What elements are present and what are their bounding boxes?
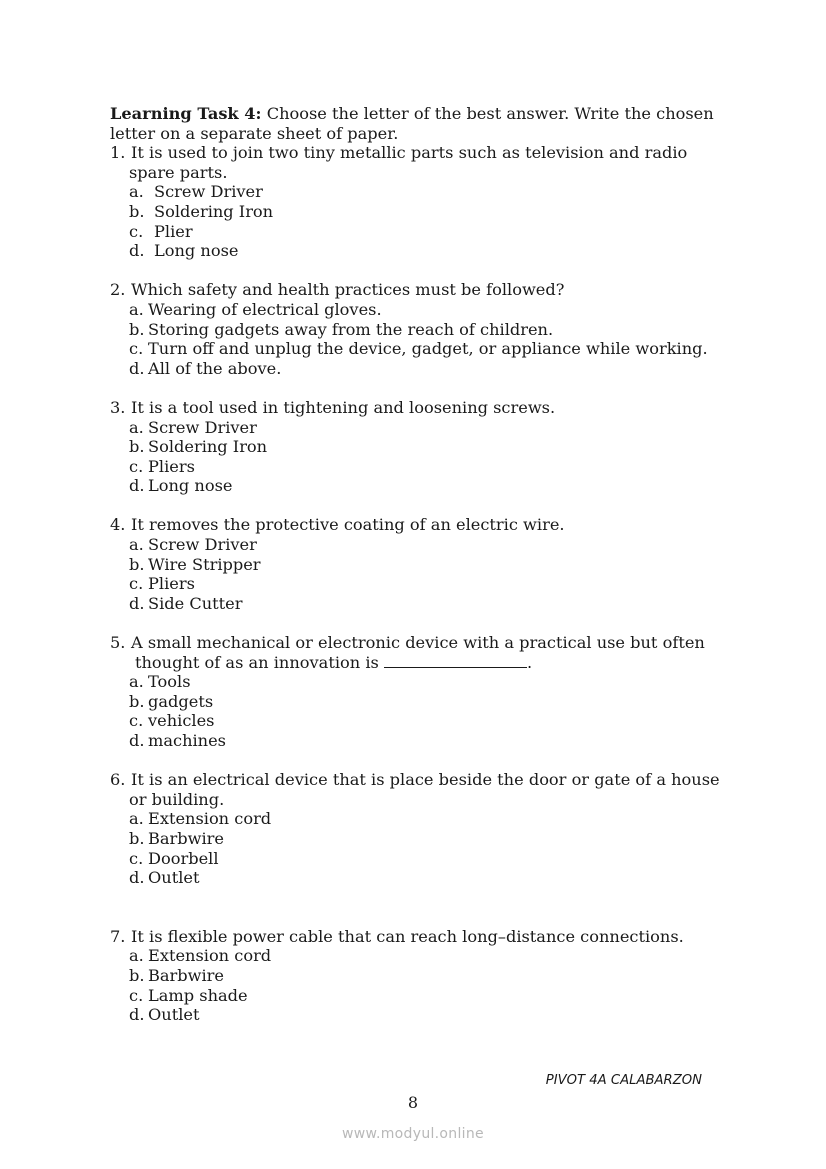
- task-instructions: [110, 104, 730, 143]
- answer-option-c: [110, 222, 730, 242]
- option-text: machines: [148, 731, 226, 750]
- answer-option-c: [110, 711, 730, 731]
- option-letter: b.: [129, 691, 145, 711]
- option-letter: a.: [129, 182, 144, 202]
- answer-option-a: [110, 946, 730, 966]
- answer-option-b: [110, 555, 730, 575]
- answer-options: [110, 300, 730, 378]
- option-letter: a.: [129, 299, 144, 319]
- option-letter: b.: [129, 828, 145, 848]
- option-letter: d.: [129, 241, 145, 261]
- option-letter: d.: [129, 358, 145, 378]
- option-text: Soldering Iron: [148, 437, 268, 457]
- question-text: Which safety and health practices must be followed?: [131, 280, 565, 300]
- task-instructions-line2: letter on a separate sheet of paper.: [110, 123, 399, 143]
- option-letter: a.: [129, 535, 144, 555]
- answer-option-b: [110, 829, 730, 849]
- option-letter: c.: [129, 711, 144, 731]
- answer-option-d: [110, 1005, 730, 1025]
- option-text: Pliers: [148, 456, 195, 476]
- question-text: It is flexible power cable that can reach long–distance connections.: [131, 926, 684, 946]
- option-letter: d.: [129, 868, 145, 888]
- option-text: Long nose: [154, 241, 239, 261]
- question-text-line2: thought of as an innovation is: [135, 652, 384, 672]
- option-text: Tools: [148, 672, 191, 692]
- question-text: It removes the protective coating of an electric wire.: [131, 515, 565, 535]
- answer-option-d: [110, 241, 730, 261]
- question-line-end: .: [526, 652, 533, 672]
- answer-options: [110, 182, 730, 260]
- answer-options: [110, 535, 730, 613]
- answer-options: [110, 672, 730, 750]
- answer-options: [110, 418, 730, 496]
- option-letter: b.: [129, 437, 145, 457]
- question-number: 6.: [110, 770, 126, 790]
- answer-option-b: [110, 692, 730, 712]
- option-letter: b.: [129, 554, 145, 574]
- task-instructions-line1: Choose the letter of the best answer. Write the chosen: [266, 104, 714, 123]
- option-letter: d.: [129, 476, 145, 496]
- worksheet-content: [110, 104, 730, 1025]
- option-letter: a.: [129, 946, 144, 966]
- answer-blank: [384, 653, 527, 668]
- option-letter: b.: [129, 965, 145, 985]
- answer-options: [110, 946, 730, 1024]
- question-text: It is a tool used in tightening and loosening screws.: [131, 397, 556, 417]
- question-number: 5.: [110, 633, 126, 653]
- option-letter: d.: [129, 593, 145, 613]
- option-text: Barbwire: [148, 828, 224, 848]
- option-letter: a.: [129, 417, 144, 437]
- answer-option-d: [110, 359, 730, 379]
- page-number: 8: [407, 1093, 419, 1112]
- question-text: A small mechanical or electronic device with a practical use but often: [131, 633, 705, 653]
- option-letter: c.: [129, 985, 144, 1005]
- answer-option-c: [110, 457, 730, 477]
- option-text: vehicles: [148, 711, 215, 731]
- answer-option-a: [110, 809, 730, 829]
- option-letter: c.: [129, 456, 144, 476]
- answer-option-d: [110, 476, 730, 496]
- answer-option-a: [110, 672, 730, 692]
- option-text: Storing gadgets away from the reach of children.: [148, 319, 554, 339]
- question-5: [110, 633, 730, 751]
- answer-options: [110, 809, 730, 887]
- question-number: 1.: [110, 143, 126, 163]
- answer-option-c: [110, 339, 730, 359]
- option-text: Outlet: [148, 868, 200, 888]
- question-number: 3.: [110, 397, 126, 417]
- question-text: It is used to join two tiny metallic parts such as television and radio: [131, 143, 688, 163]
- question-number: 7.: [110, 926, 126, 946]
- answer-option-a: [110, 535, 730, 555]
- question-number: 2.: [110, 280, 126, 300]
- answer-option-b: [110, 320, 730, 340]
- option-text: Long nose: [148, 476, 233, 496]
- question-text-continued: or building.: [129, 789, 225, 809]
- option-text: Screw Driver: [148, 535, 257, 555]
- question-number: 4.: [110, 515, 126, 535]
- option-letter: c.: [129, 339, 144, 359]
- option-letter: a.: [129, 672, 144, 692]
- answer-option-b: [110, 966, 730, 986]
- watermark: www.modyul.online: [342, 1126, 484, 1142]
- option-text: Side Cutter: [148, 593, 243, 613]
- answer-option-c: [110, 574, 730, 594]
- question-3: [110, 398, 730, 496]
- option-letter: c.: [129, 848, 144, 868]
- question-text-continued: spare parts.: [129, 162, 228, 182]
- option-text: Lamp shade: [148, 985, 248, 1005]
- answer-option-a: [110, 418, 730, 438]
- option-text: Extension cord: [148, 946, 272, 966]
- option-text: Barbwire: [148, 965, 224, 985]
- option-text: Doorbell: [148, 848, 219, 868]
- question-text-continued: [110, 653, 730, 673]
- option-letter: d.: [129, 1005, 145, 1025]
- answer-option-a: [110, 300, 730, 320]
- option-letter: b.: [129, 319, 145, 339]
- question-7: [110, 927, 730, 1025]
- option-letter: c.: [129, 574, 144, 594]
- question-2: [110, 280, 730, 378]
- answer-option-c: [110, 986, 730, 1006]
- answer-option-b: [110, 437, 730, 457]
- option-text: Extension cord: [148, 809, 272, 829]
- question-4: [110, 515, 730, 613]
- option-letter: b.: [129, 201, 145, 221]
- option-text: Outlet: [148, 1005, 200, 1025]
- option-text: Screw Driver: [148, 417, 257, 437]
- footer-label: PIVOT 4A CALABARZON: [545, 1073, 702, 1088]
- answer-option-d: [110, 594, 730, 614]
- option-text: Soldering Iron: [154, 201, 274, 221]
- answer-option-a: [110, 182, 730, 202]
- option-text: Plier: [154, 221, 193, 241]
- option-text: gadgets: [148, 691, 214, 711]
- option-text: Turn off and unplug the device, gadget, or appliance while working.: [148, 339, 708, 359]
- answer-option-c: [110, 849, 730, 869]
- answer-option-d: [110, 868, 730, 888]
- option-letter: c.: [129, 221, 144, 241]
- option-letter: a.: [129, 809, 144, 829]
- option-text: Wearing of electrical gloves.: [148, 299, 382, 319]
- option-letter: d.: [129, 731, 145, 750]
- answer-option-d: [110, 731, 730, 751]
- task-title: Learning Task 4:: [110, 104, 262, 123]
- question-text: It is an electrical device that is place beside the door or gate of a house: [131, 770, 720, 790]
- option-text: All of the above.: [148, 358, 282, 378]
- option-text: Wire Stripper: [148, 554, 261, 574]
- option-text: Screw Driver: [154, 182, 263, 202]
- answer-option-b: [110, 202, 730, 222]
- question-6: [110, 770, 730, 888]
- question-1: [110, 143, 730, 261]
- option-text: Pliers: [148, 574, 195, 594]
